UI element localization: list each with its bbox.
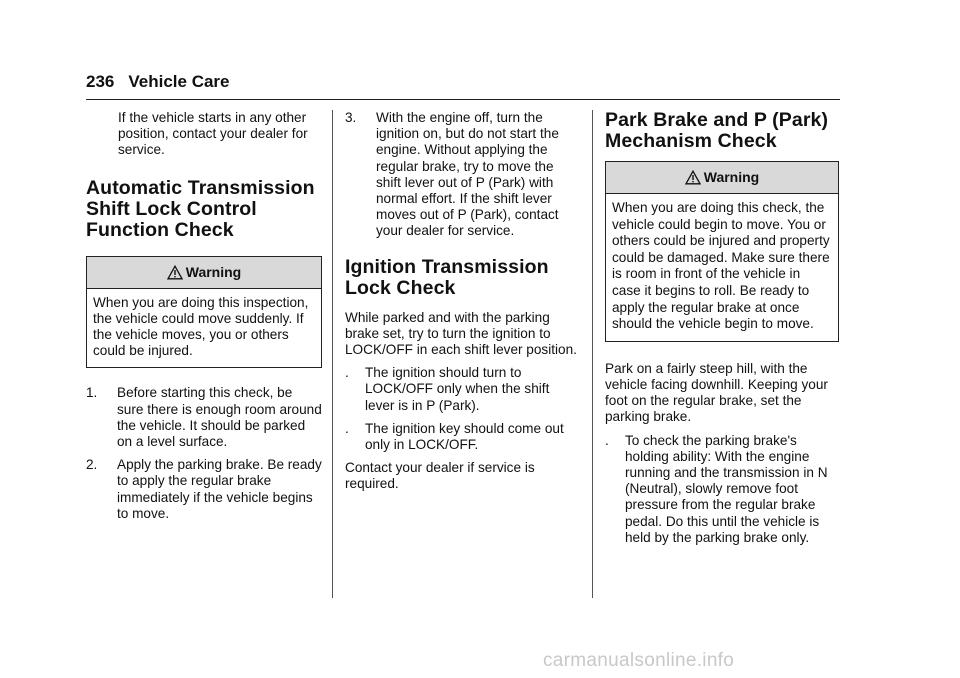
column-3 <box>605 110 839 546</box>
page-number: 236 <box>86 72 115 91</box>
watermark: carmanualsonline.info <box>543 650 735 671</box>
warning-header <box>87 257 321 289</box>
bullet-item <box>345 365 577 414</box>
bullet-item <box>345 421 577 453</box>
bullet-mark: . <box>345 365 349 381</box>
column-2 <box>345 110 577 493</box>
list-number: 3. <box>345 110 357 125</box>
list-item <box>345 110 577 240</box>
warning-box <box>86 256 322 369</box>
warning-box <box>605 161 839 342</box>
list-text: With the engine off, turn the ignition on, but do not start the engine. Without applying the regular brake, try to move the shift lever out of P (Park) with normal effort. If the shift lever moves out of P (Park), contact your dealer for service. <box>376 110 559 239</box>
list-number: 1. <box>86 385 98 401</box>
intro-text: If the vehicle starts in any other position, contact your dealer for service. <box>118 110 308 158</box>
column-divider-2 <box>592 110 593 598</box>
warning-header <box>606 162 838 194</box>
list-item <box>86 385 322 450</box>
section-heading: Automatic Transmission Shift Lock Control Function Check <box>86 176 315 241</box>
list-item <box>86 457 322 522</box>
paragraph: While parked and with the parking brake set, try to turn the ignition to LOCK/OFF in each shift lever position. <box>345 309 577 358</box>
column-1 <box>86 110 322 522</box>
column-divider-1 <box>332 110 333 598</box>
section-heading: Park Brake and P (Park) Mechanism Check <box>605 109 829 152</box>
list-text: Before starting this check, be sure there is enough room around the vehicle. It should be parked on a level surface. <box>117 385 322 450</box>
warning-title: Warning <box>703 169 760 186</box>
warning-triangle-icon <box>167 265 183 280</box>
paragraph: Park on a fairly steep hill, with the vehicle facing downhill. Keeping your foot on the regular brake, set the parking brake. <box>605 360 828 425</box>
warning-body: When you are doing this check, the vehicle could begin to move. You or others could be injured and property could be damaged. Make sure there is room in front of the vehicle in case it begins to roll. Be ready to apply the regular brake at once should the vehicle begin to move. <box>612 200 830 332</box>
paragraph: Contact your dealer if service is required. <box>345 460 535 492</box>
bullet-item <box>605 433 839 546</box>
list-number: 2. <box>86 457 98 473</box>
section-heading: Ignition Transmission Lock Check <box>345 255 549 299</box>
bullet-mark: . <box>345 420 349 436</box>
warning-triangle-icon <box>685 170 701 185</box>
bullet-text: The ignition should turn to LOCK/OFF only when the shift lever is in P (Park). <box>365 365 550 413</box>
bullet-text: The ignition key should come out only in LOCK/OFF. <box>365 420 564 453</box>
bullet-text: To check the parking brake's holding ability: With the engine running and the transmission in N (Neutral), slowly remove foot pressure from the regular brake pedal. Do this until the vehicle is held by the parking brake only. <box>625 432 828 545</box>
warning-body: When you are doing this inspection, the vehicle could move suddenly. If the vehicle moves, you or others could be injured. <box>93 294 309 359</box>
warning-title: Warning <box>185 264 242 280</box>
header-rule <box>86 99 840 100</box>
section-title: Vehicle Care <box>128 72 230 91</box>
list-text: Apply the parking brake. Be ready to apply the regular brake immediately if the vehicle begins to move. <box>117 457 322 521</box>
page-header <box>86 72 230 92</box>
bullet-mark: . <box>605 432 609 448</box>
